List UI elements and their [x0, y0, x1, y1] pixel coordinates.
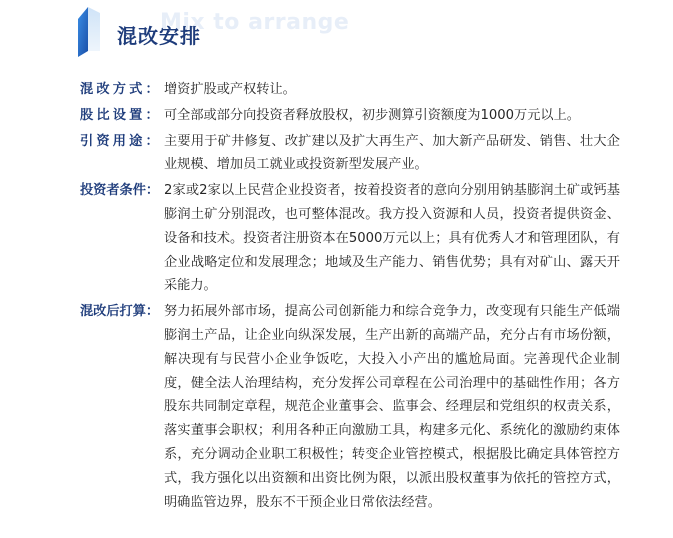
item-text: 可全部或部分向投资者释放股权，初步测算引资额度为1000万元以上。: [164, 107, 580, 123]
item-text: 主要用于矿井修复、改扩建以及扩大再生产、加大新产品研发、销售、壮大企业规模、增加员工就业或投资新型发展产业。: [164, 133, 620, 173]
item-label: 混改后打算：: [80, 304, 160, 320]
header-accent-bar: [78, 7, 104, 57]
item-text: 增资扩股或产权转让。: [164, 82, 296, 97]
content-body: [80, 78, 620, 514]
item-label: 混改方式：: [80, 82, 162, 97]
item-share-setting: [80, 104, 620, 128]
page-header: [0, 0, 673, 70]
item-text: 2家或2家以上民营企业投资者，按着投资者的意向分别用钠基膨润土矿或钙基膨润土矿分别混改，也可整体混改。我方投入资源和人员，投资者提供资金、设备和技术。投资者注册资本在5000万元以上；具有优秀人才和管理团队，有企业战略定位和发展理念；地域及生产能力、销售优势；具有对矿山、露天开采能力。: [164, 183, 620, 294]
item-post-mix-plan: [80, 300, 620, 514]
item-label: 股比设置：: [80, 107, 162, 123]
item-label: 引资用途：: [80, 133, 162, 149]
item-text: 努力拓展外部市场，提高公司创新能力和综合竞争力，改变现有只能生产低端膨润土产品，让企业向纵深发展，生产出新的高端产品，充分占有市场份额，解决现有与民营小企业争饭吃，大投入小产出的尴尬局面。完善现代企业制度，健全法人治理结构，充分发挥公司章程在公司治理中的基础性作用；各方股东共同制定章程，规范企业董事会、监事会、经理层和党组织的权责关系，落实董事会职权；利用各种正向激励工具，构建多元化、系统化的激励约束体系，充分调动企业职工积极性；转变企业管控模式，根据股比确定具体管控方式，我方强化以出资额和出资比例为限，以派出股权董事为依托的管控方式，明确监管边界，股东不干预企业日常依法经营。: [164, 304, 620, 510]
page-title: 混改安排: [117, 24, 201, 48]
accent-shape-icon: [78, 7, 104, 57]
item-investor-conditions: [80, 179, 620, 298]
item-fund-usage: [80, 130, 620, 178]
header-watermark: Mix to arrange: [160, 10, 350, 35]
item-label: 投资者条件：: [80, 183, 160, 199]
item-mix-method: [80, 78, 620, 102]
